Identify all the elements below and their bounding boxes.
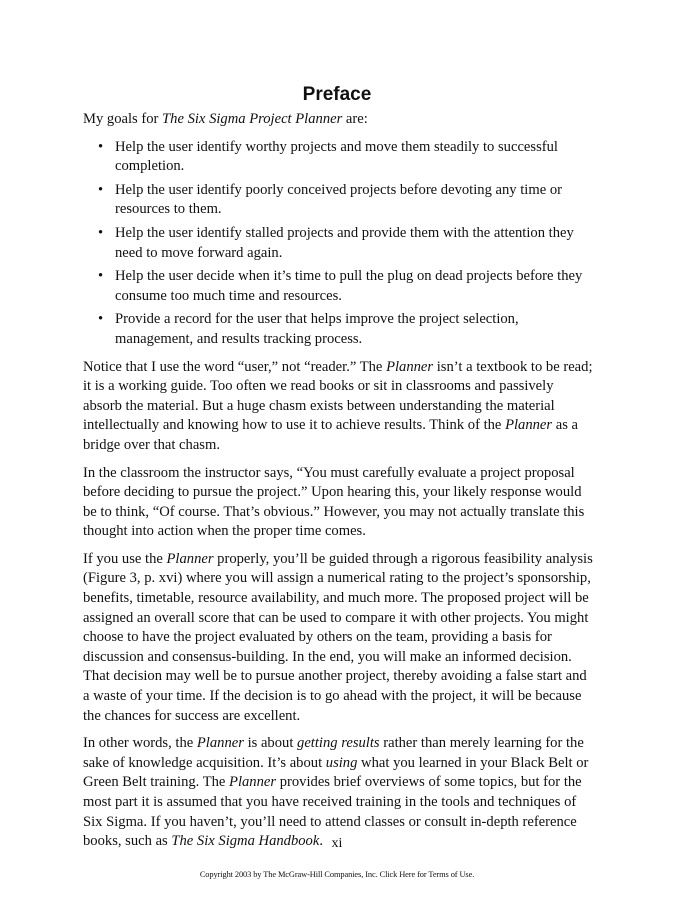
list-item <box>83 138 593 177</box>
body-text <box>83 110 593 860</box>
text-run: Notice that I use the word “user,” not “reader.” The <box>83 358 387 375</box>
list-item <box>83 224 593 263</box>
intro-paragraph <box>83 110 593 130</box>
book-title: The Six Sigma Project Planner <box>162 111 343 127</box>
paragraph-getting-results <box>83 734 593 852</box>
text-run: what you learned in your Black Belt or Green Belt training. The <box>83 754 589 791</box>
bullet-icon: • <box>98 311 104 328</box>
goals-list <box>83 138 593 350</box>
paragraph-classroom <box>83 464 593 542</box>
handbook-title: The Six Sigma Handbook <box>171 833 320 850</box>
text-run: In the classroom the instructor says, “You must carefully evaluate a project proposal before deciding to pursue the project.” Upon hearing this, your likely response would be to think, “Of course. That’s obvious.” However, you may not actually translate this thought into action when the proper time comes. <box>83 464 585 540</box>
emphasis-using: using <box>325 754 358 771</box>
paragraph-feasibility <box>83 550 593 726</box>
intro-text-before: My goals for <box>83 111 163 127</box>
list-item-text: Help the user identify worthy projects and move them steadily to successful completion. <box>115 138 558 175</box>
planner-emphasis: Planner <box>505 417 553 434</box>
text-run: rather than merely learning for the sake of knowledge acquisition. It’s about <box>83 735 584 771</box>
page-number: xi <box>331 836 343 851</box>
list-item-text: Help the user decide when it’s time to pull the plug on dead projects before they consume too much time and resources. <box>115 268 583 304</box>
planner-emphasis: Planner <box>229 774 277 791</box>
text-run: isn’t a textbook to be read; it is a working guide. Too often we read books or sit in classrooms and passively absorb the material. But a huge chasm exists between understanding the material intellectually and knowing how to use it to achieve results. Think of the <box>83 358 593 434</box>
planner-emphasis: Planner <box>386 358 434 375</box>
bullet-icon: • <box>98 138 104 155</box>
copyright-notice <box>0 870 674 879</box>
list-item <box>83 181 593 220</box>
text-run: as a bridge over that chasm. <box>83 417 579 453</box>
copyright-text: Copyright 2003 by The McGraw-Hill Companies, Inc. <box>199 870 380 879</box>
page-title: Preface <box>302 84 372 105</box>
text-run: properly, you’ll be guided through a rigorous feasibility analysis (Figure 3, p. xvi) where you will assign a numerical rating to the project’s sponsorship, benefits, timetable, resource availability, and much more. The proposed project will be assigned an overall score that can be used to compare it with other projects. You might choose to have the project evaluated by others on the team, providing a basis for discussion and consensus-building. In the end, you will make an informed decision. That decision may well be to pursue another project, thereby avoiding a false start and a waste of your time. If the decision is to go ahead with the project, it will be because the chances for success are excellent. <box>83 550 593 724</box>
intro-text-after: are: <box>342 111 368 127</box>
planner-emphasis: Planner <box>196 735 244 752</box>
terms-of-use-link[interactable]: Click Here for Terms of Use. <box>379 870 475 879</box>
list-item <box>83 267 593 306</box>
text-run: In other words, the <box>83 735 197 752</box>
list-item-text: Help the user identify stalled projects and provide them with the attention they need to move forward again. <box>115 224 574 261</box>
bullet-icon: • <box>98 224 104 241</box>
list-item-text: Help the user identify poorly conceived projects before devoting any time or resources to them. <box>115 181 562 218</box>
bullet-icon: • <box>98 181 104 198</box>
list-item <box>83 310 593 349</box>
text-run: is about <box>243 735 298 752</box>
list-item-text: Provide a record for the user that helps improve the project selection, management, and results tracking process. <box>115 311 519 347</box>
bullet-icon: • <box>98 268 104 285</box>
emphasis-getting-results: getting results <box>297 735 380 752</box>
planner-emphasis: Planner <box>166 550 214 567</box>
paragraph-user-vs-reader <box>83 358 593 456</box>
text-run: provides brief overviews of some topics, but for the most part it is assumed that you have received training in the tools and techniques of Six Sigma. If you haven’t, you’ll need to attend classes or consult in-depth reference books, such as <box>83 774 582 850</box>
text-run: If you use the <box>83 550 167 567</box>
text-run: . <box>319 833 323 850</box>
